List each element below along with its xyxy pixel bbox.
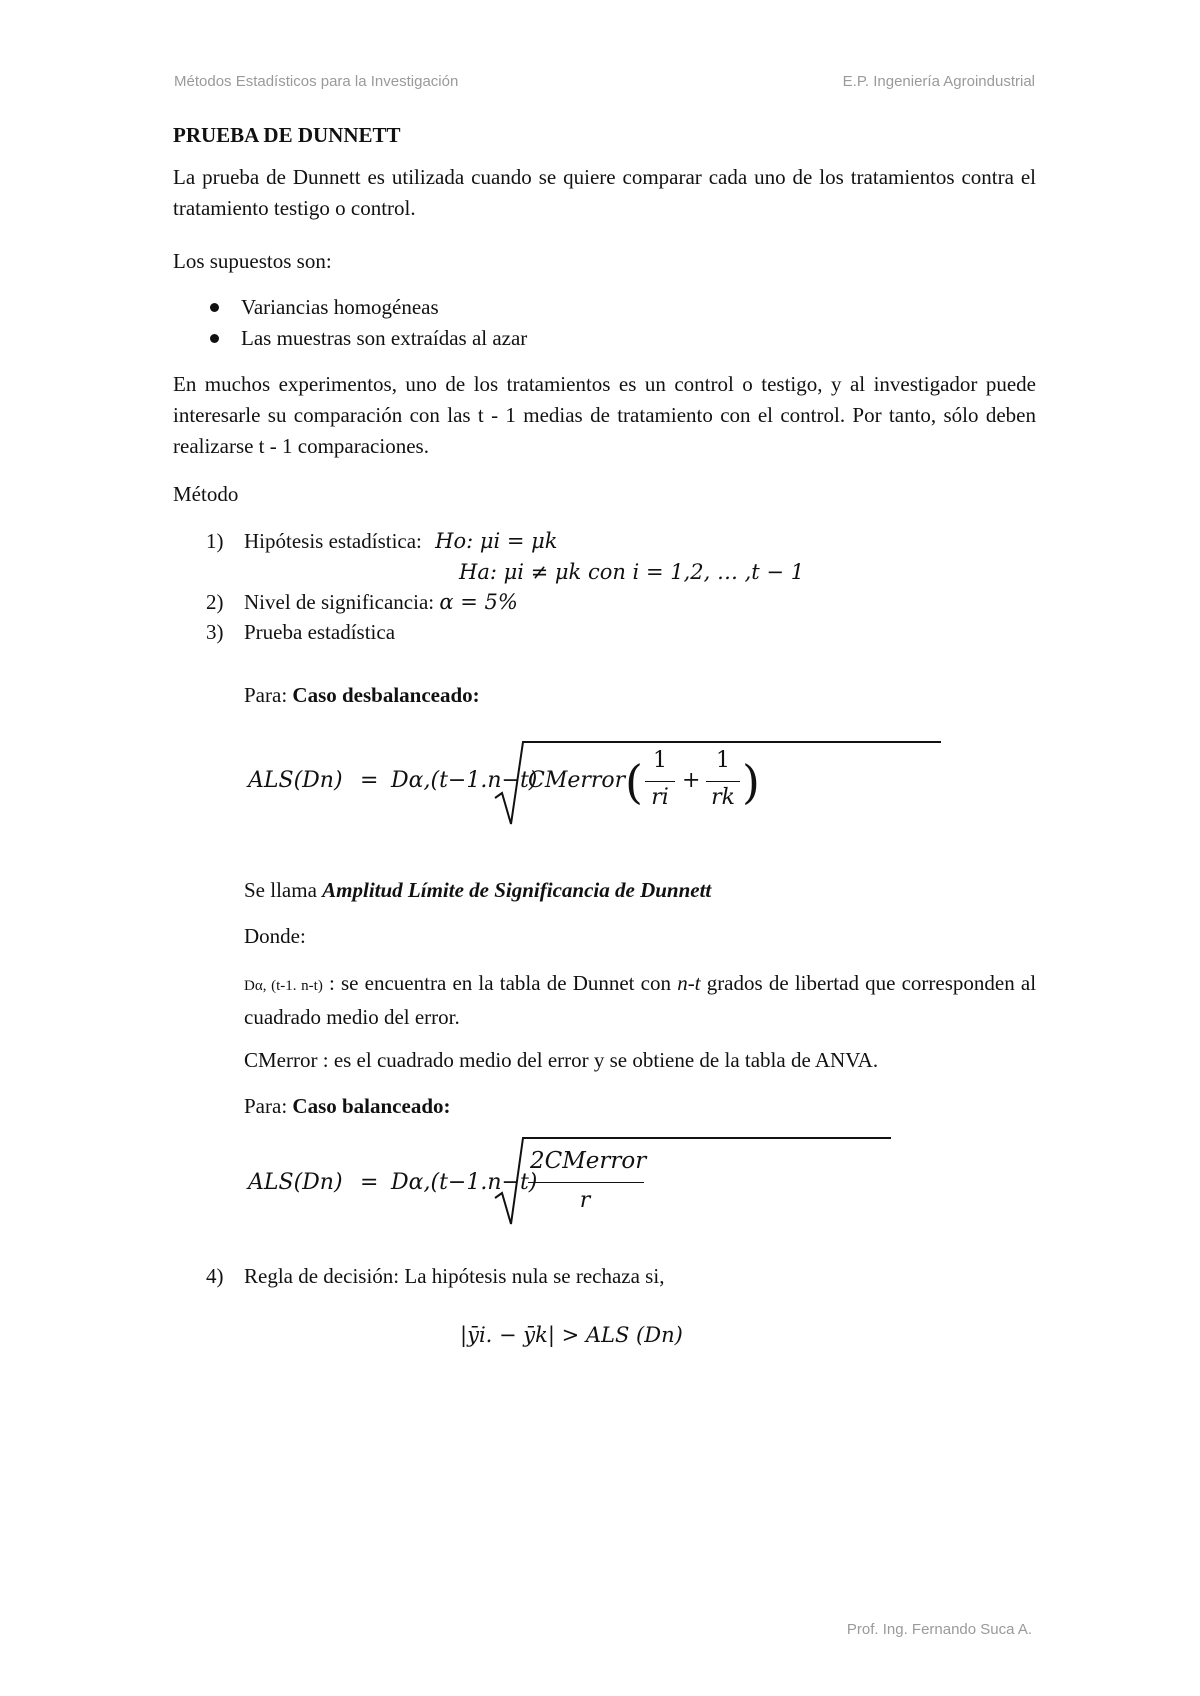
als-name-line xyxy=(244,875,711,906)
formula-equals: = xyxy=(360,768,379,793)
decision-rule-formula: |ȳi. − ȳk| > ALS (Dn) xyxy=(460,1323,683,1347)
header-school: E.P. Ingeniería Agroindustrial xyxy=(842,73,1035,90)
method-label: Método xyxy=(173,482,239,506)
formula-dunnett-value: Dα,(t−1.n−t) xyxy=(391,1170,538,1195)
step-number: 2) xyxy=(206,590,224,614)
bullet-icon xyxy=(210,303,219,312)
formula-dunnett-value: Dα,(t−1.n−t) xyxy=(391,768,538,793)
step-4 xyxy=(206,1261,664,1292)
list-item xyxy=(210,292,439,323)
case-label: Caso balanceado: xyxy=(292,1094,451,1118)
fraction-bar xyxy=(645,781,675,782)
formula-cm-error: CMerror xyxy=(528,768,626,793)
right-paren: ) xyxy=(742,755,760,809)
page-title: PRUEBA DE DUNNETT xyxy=(173,123,401,147)
step-label: Regla de decisión: La hipótesis nula se rechaza si, xyxy=(244,1264,665,1288)
unbalanced-case-heading xyxy=(244,680,480,711)
formula-unbalanced xyxy=(248,740,760,830)
als-prefix: Se llama xyxy=(244,878,317,902)
fraction-numerator: 1 xyxy=(716,748,730,773)
header-course-title: Métodos Estadísticos para la Investigación xyxy=(174,73,459,90)
left-paren: ( xyxy=(625,755,643,809)
list-item-text: Las muestras son extraídas al azar xyxy=(241,326,528,350)
fraction-bar xyxy=(706,781,740,782)
fraction-denominator: r xyxy=(579,1188,591,1213)
step-2 xyxy=(206,587,518,618)
fraction-denominator: rk xyxy=(711,785,735,810)
d-definition-nt: n-t xyxy=(677,971,701,995)
step-label: Prueba estadística xyxy=(244,620,396,644)
formula-lhs: ALS(Dn) xyxy=(248,1170,343,1195)
fraction-denominator: ri xyxy=(651,785,669,810)
formula-lhs: ALS(Dn) xyxy=(248,768,343,793)
step-label: Nivel de significancia: xyxy=(244,590,435,614)
d-definition-text: : se encuentra en la tabla de Dunnet con xyxy=(329,971,672,995)
cm-definition: CMerror : es el cuadrado medio del error y se obtiene de la tabla de ANVA. xyxy=(244,1048,879,1072)
d-definition-text: grados de libertad que corresponden al cuadrado medio del error. xyxy=(244,971,1037,1029)
alternative-hypothesis: Ha: μi ≠ μk con i = 1,2, … ,t − 1 xyxy=(459,560,805,584)
assumptions-label: Los supuestos son: xyxy=(173,249,332,273)
fraction-numerator: 1 xyxy=(653,748,667,773)
balanced-case-heading xyxy=(244,1091,451,1122)
case-label: Caso desbalanceado: xyxy=(292,683,480,707)
footer-author: Prof. Ing. Fernando Suca A. xyxy=(846,1621,1032,1638)
case-prefix: Para: xyxy=(244,683,288,707)
list-item-text: Variancias homogéneas xyxy=(241,295,439,319)
step-number: 3) xyxy=(206,620,224,644)
case-prefix: Para: xyxy=(244,1094,288,1118)
step-number: 1) xyxy=(206,529,224,553)
significance-level: α = 5% xyxy=(439,590,518,614)
context-paragraph: En muchos experimentos, uno de los tratamientos es un control o testigo, y al investigador puede interesarle su comparación con las t - 1 medias de tratamiento con el control. Por tanto, sólo deben realizarse t - 1 comparaciones. xyxy=(173,372,1036,458)
formula-balanced xyxy=(248,1136,668,1228)
fraction-bar xyxy=(528,1182,644,1183)
fraction-numerator: 2CMerror xyxy=(530,1148,647,1174)
step-1 xyxy=(206,526,558,557)
d-definition xyxy=(244,968,1036,1033)
step-3 xyxy=(206,617,395,648)
donde-label: Donde: xyxy=(244,924,306,948)
list-item xyxy=(210,323,527,354)
d-symbol: Dα, (t-1. n-t) xyxy=(244,978,323,994)
step-number: 4) xyxy=(206,1264,224,1288)
formula-equals: = xyxy=(360,1170,379,1195)
bullet-icon xyxy=(210,334,219,343)
formula-plus: + xyxy=(682,768,701,793)
null-hypothesis: Ho: μi = μk xyxy=(435,529,558,553)
step-label: Hipótesis estadística: xyxy=(244,529,422,553)
intro-paragraph: La prueba de Dunnett es utilizada cuando se quiere comparar cada uno de los tratamientos contra el tratamiento testigo o control. xyxy=(173,165,1036,220)
als-name: Amplitud Límite de Significancia de Dunnett xyxy=(322,878,712,902)
